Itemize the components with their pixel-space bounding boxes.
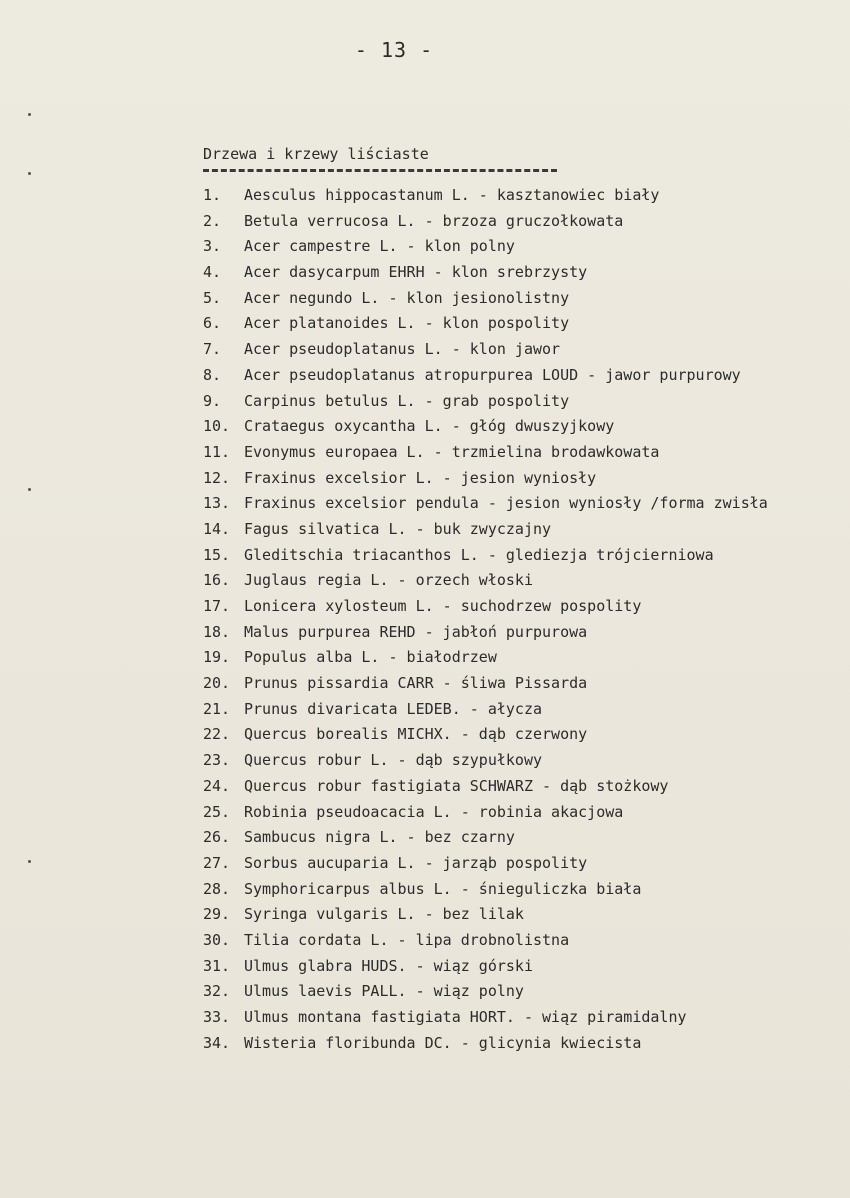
item-text: Fraxinus excelsior pendula - jesion wyniosły /forma zwisła: [244, 494, 768, 513]
list-item: [203, 183, 850, 209]
item-number: 5.: [203, 288, 222, 307]
item-number: 13.: [203, 494, 231, 513]
item-number: 10.: [203, 417, 231, 436]
item-text: Gleditschia triacanthos L. - glediezja trójcierniowa: [244, 545, 714, 564]
item-number: 15.: [203, 545, 231, 564]
item-text: Fagus silvatica L. - buk zwyczajny: [244, 519, 552, 538]
list-item: [203, 594, 850, 620]
item-number: 9.: [203, 391, 222, 410]
list-item: [203, 517, 850, 543]
list-item: [203, 697, 850, 723]
item-text: Acer campestre L. - klon polny: [244, 237, 515, 256]
item-number: 22.: [203, 725, 231, 744]
item-number: 12.: [203, 468, 231, 487]
item-text: Acer platanoides L. - klon pospolity: [244, 314, 570, 333]
margin-mark: [28, 172, 31, 175]
list-item: [203, 568, 850, 594]
list-item: [203, 722, 850, 748]
item-number: 16.: [203, 571, 231, 590]
list-item: [203, 954, 850, 980]
item-number: 34.: [203, 1033, 231, 1052]
page-number: - 13 -: [354, 38, 434, 62]
item-number: 17.: [203, 597, 231, 615]
item-number: 3.: [203, 237, 222, 256]
item-number: 6.: [203, 314, 222, 333]
item-number: 23.: [203, 751, 231, 770]
margin-mark: [28, 488, 31, 491]
item-text: Aesculus hippocastanum L. - kasztanowiec biały: [244, 186, 660, 204]
item-text: Sambucus nigra L. - bez czarny: [244, 828, 515, 847]
list-item: [203, 363, 850, 389]
item-text: Robinia pseudoacacia L. - robinia akacjowa: [244, 802, 624, 821]
item-text: Acer pseudoplatanus atropurpurea LOUD - jawor purpurowy: [244, 365, 741, 384]
item-number: 20.: [203, 674, 231, 693]
item-number: 11.: [203, 442, 231, 461]
item-number: 14.: [203, 519, 231, 538]
item-number: 29.: [203, 905, 231, 924]
item-text: Quercus robur fastigiata SCHWARZ - dąb stożkowy: [244, 776, 669, 795]
list-item: [203, 260, 850, 286]
item-text: Acer negundo L. - klon jesionolistny: [244, 288, 570, 307]
item-text: Symphoricarpus albus L. - śnieguliczka biała: [244, 879, 642, 898]
item-number: 30.: [203, 930, 231, 949]
list-item: [203, 543, 850, 569]
list-item: [203, 774, 850, 800]
item-number: 26.: [203, 828, 231, 847]
item-number: 8.: [203, 365, 222, 384]
list-item: [203, 286, 850, 312]
item-number: 1.: [203, 186, 222, 204]
item-number: 33.: [203, 1008, 231, 1026]
list-item: [203, 825, 850, 851]
list-item: [203, 645, 850, 671]
item-text: Prunus pissardia CARR - śliwa Pissarda: [244, 674, 588, 693]
list-item: [203, 748, 850, 774]
list-item: [203, 902, 850, 928]
heading-underline: [203, 169, 557, 172]
item-text: Betula verrucosa L. - brzoza gruczołkowata: [244, 211, 624, 230]
item-text: Ulmus glabra HUDS. - wiąz górski: [244, 956, 533, 975]
list-item: [203, 928, 850, 954]
item-text: Lonicera xylosteum L. - suchodrzew pospolity: [244, 597, 642, 615]
item-text: Juglaus regia L. - orzech włoski: [244, 571, 533, 590]
item-text: Acer pseudoplatanus L. - klon jawor: [244, 340, 561, 359]
list-item: [203, 1005, 850, 1031]
item-text: Syringa vulgaris L. - bez lilak: [244, 905, 524, 924]
list-item: [203, 1031, 850, 1057]
item-number: 7.: [203, 340, 222, 359]
list-item: [203, 311, 850, 337]
item-text: Carpinus betulus L. - grab pospolity: [244, 391, 570, 410]
item-text: Acer dasycarpum EHRH - klon srebrzysty: [244, 263, 588, 282]
list-item: [203, 877, 850, 903]
item-text: Crataegus oxycantha L. - głóg dwuszyjkowy: [244, 417, 615, 436]
margin-mark: [28, 113, 31, 116]
item-number: 4.: [203, 263, 222, 282]
item-text: Populus alba L. - białodrzew: [244, 648, 497, 667]
item-number: 18.: [203, 622, 231, 641]
item-text: Quercus robur L. - dąb szypułkowy: [244, 751, 543, 770]
item-text: Prunus divaricata LEDEB. - ałycza: [244, 699, 543, 718]
item-number: 21.: [203, 699, 231, 718]
item-number: 19.: [203, 648, 231, 667]
margin-mark: [28, 860, 31, 863]
list-item: [203, 440, 850, 466]
list-item: [203, 979, 850, 1005]
item-text: Quercus borealis MICHX. - dąb czerwony: [244, 725, 588, 744]
item-number: 24.: [203, 776, 231, 795]
item-number: 27.: [203, 853, 231, 872]
item-number: 32.: [203, 982, 231, 1001]
item-text: Tilia cordata L. - lipa drobnolistna: [244, 930, 570, 949]
list-item: [203, 800, 850, 826]
list-item: [203, 389, 850, 415]
list-item: [203, 234, 850, 260]
item-number: 31.: [203, 956, 231, 975]
list-item: [203, 671, 850, 697]
list-item: [203, 337, 850, 363]
item-text: Ulmus laevis PALL. - wiąz polny: [244, 982, 524, 1001]
item-number: 2.: [203, 211, 222, 230]
list-item: [203, 466, 850, 492]
item-number: 25.: [203, 802, 231, 821]
list-item: [203, 209, 850, 235]
list-item: [203, 620, 850, 646]
species-list: [203, 183, 850, 1056]
item-text: Evonymus europaea L. - trzmielina brodawkowata: [244, 442, 660, 461]
section-heading: Drzewa i krzewy liściaste: [203, 145, 429, 163]
item-text: Fraxinus excelsior L. - jesion wyniosły: [244, 468, 597, 487]
item-text: Sorbus aucuparia L. - jarząb pospolity: [244, 853, 588, 872]
item-text: Wisteria floribunda DC. - glicynia kwiecista: [244, 1033, 642, 1052]
item-number: 28.: [203, 879, 231, 898]
item-text: Malus purpurea REHD - jabłoń purpurowa: [244, 622, 588, 641]
list-item: [203, 491, 850, 517]
list-item: [203, 851, 850, 877]
list-item: [203, 414, 850, 440]
item-text: Ulmus montana fastigiata HORT. - wiąz piramidalny: [244, 1008, 687, 1026]
